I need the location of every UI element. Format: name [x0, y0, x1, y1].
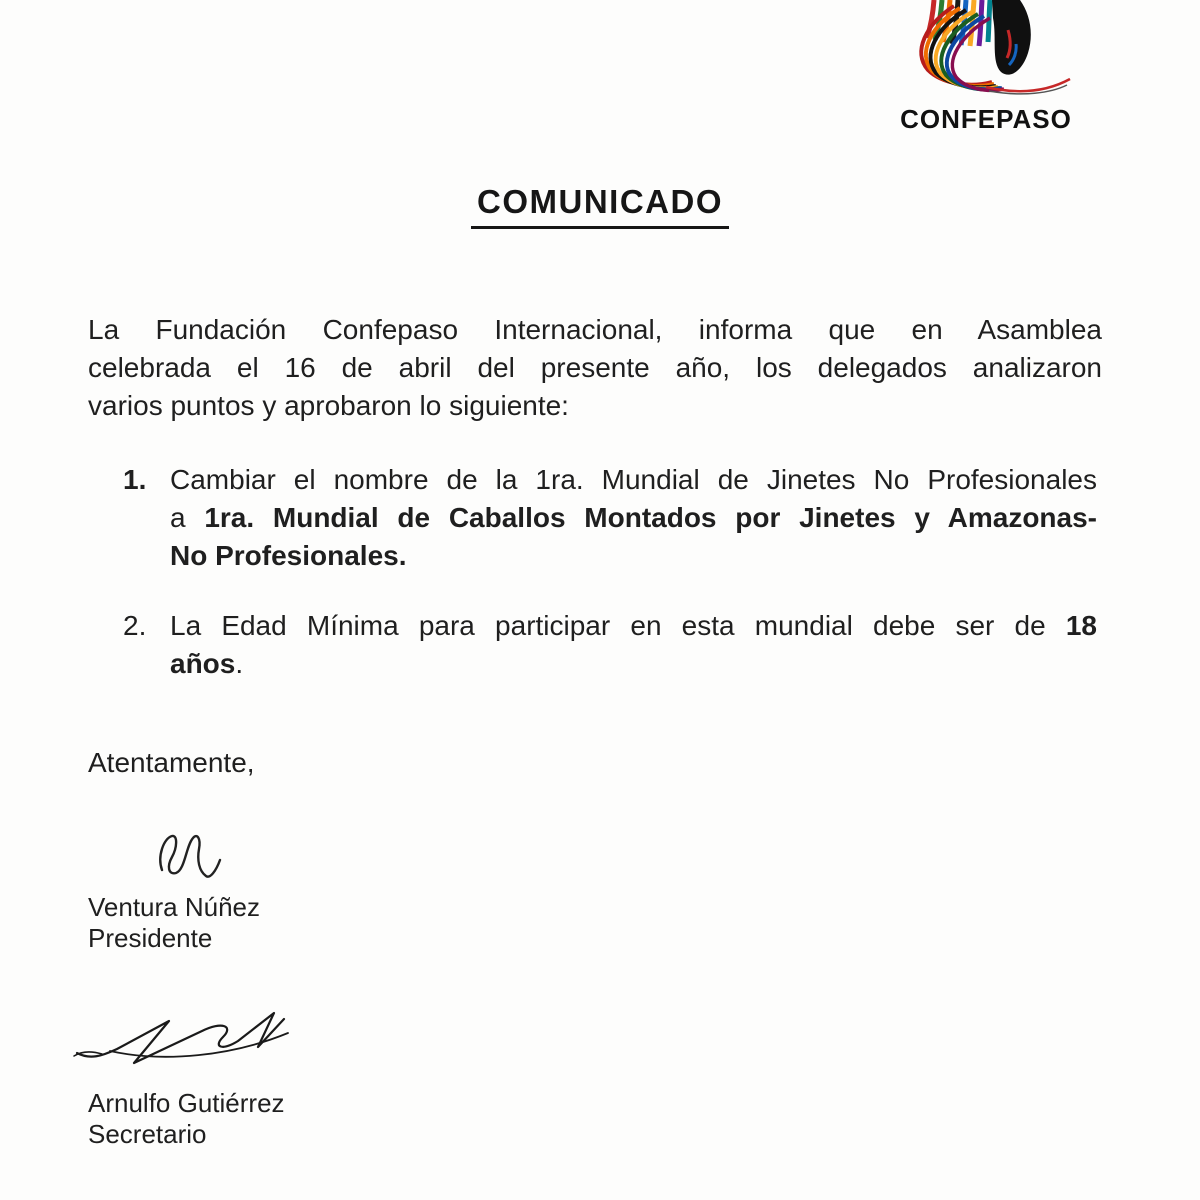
intro-line: varios puntos y aprobaron lo siguiente: — [88, 390, 569, 421]
list-item-number: 2. — [123, 610, 147, 641]
list-item-2 — [123, 607, 1097, 683]
list-item-text — [170, 607, 1097, 683]
signer-role: Secretario — [88, 1119, 207, 1149]
list-item-line — [170, 499, 1097, 537]
horse-head-logo-icon — [890, 0, 1082, 96]
line-segment: La Edad Mínima para participar en esta mundial debe ser de — [170, 610, 1066, 641]
signer-role: Presidente — [88, 923, 213, 953]
list-item-line: Cambiar el nombre de la 1ra. Mundial de Jinetes No Profesionales — [170, 464, 1097, 495]
line-segment-bold: No Profesionales. — [170, 540, 407, 571]
line-segment: . — [235, 648, 244, 679]
list-item-line — [170, 645, 1097, 683]
signer-block-secretary — [88, 1088, 285, 1150]
signature-arnulfo-icon — [72, 993, 312, 1078]
intro-line: celebrada el 16 de abril del presente año, los delegados analizaron — [88, 352, 1102, 383]
signer-name: Arnulfo Gutiérrez — [88, 1088, 285, 1118]
signer-name: Ventura Núñez — [88, 892, 261, 922]
signer-block-president — [88, 892, 260, 954]
line-segment-bold: 18 — [1065, 610, 1097, 641]
intro-line: La Fundación Confepaso Internacional, informa que en Asamblea — [88, 314, 1102, 345]
list-item-line — [170, 537, 1097, 575]
list-item-1 — [123, 461, 1097, 575]
list-item-text — [170, 461, 1097, 575]
intro-paragraph — [88, 311, 1102, 425]
confepaso-logo — [890, 0, 1082, 135]
line-segment-bold: años — [170, 648, 236, 679]
line-segment: a — [170, 502, 205, 533]
logo-brand-text: CONFEPASO — [900, 104, 1072, 134]
signature-ventura-icon — [148, 820, 248, 890]
page-title-text: COMUNICADO — [471, 183, 729, 229]
list-item-number: 1. — [123, 464, 147, 495]
list-item-line — [170, 607, 1097, 645]
line-segment-bold: 1ra. Mundial de Caballos Montados por Jinetes y Amazonas- — [204, 502, 1097, 533]
closing-text: Atentamente, — [88, 747, 255, 778]
page-title — [0, 183, 1200, 229]
